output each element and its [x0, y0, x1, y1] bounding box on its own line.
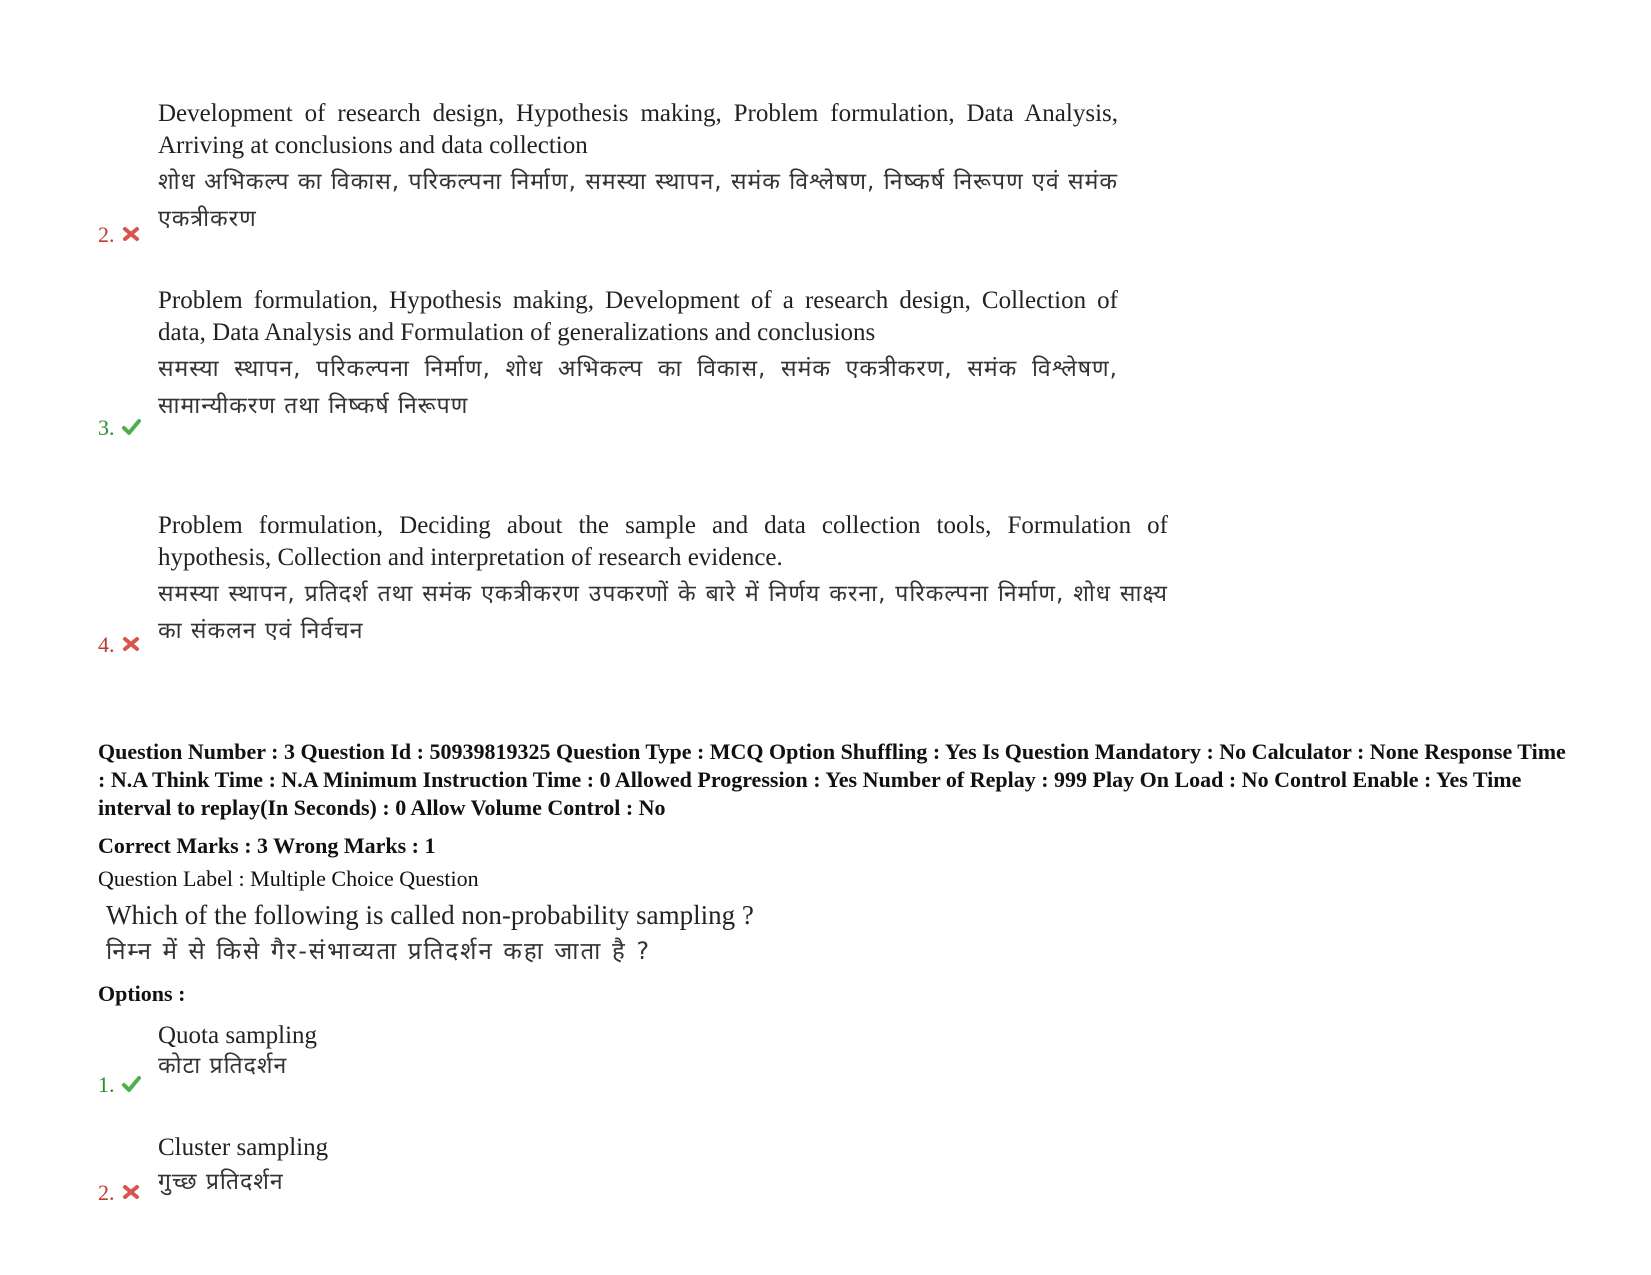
cross-icon [121, 224, 141, 244]
option-1 [98, 1020, 598, 1100]
question-text [106, 898, 754, 970]
option-english: Problem formulation, Hypothesis making, Development of a research design, Collection of data, Data Analysis and Formulation of generalizations and conclusions [158, 287, 1118, 346]
option-hindi: शोध अभिकल्प का विकास, परिकल्पना निर्माण, समस्या स्थापन, समंक विश्लेषण, निष्कर्ष निरूपण एवं समंक एकत्रीकरण [158, 169, 1118, 232]
option-hindi: गुच्छ प्रतिदर्शन [158, 1169, 284, 1195]
prev-option-4 [98, 510, 1178, 660]
option-text [158, 1132, 588, 1201]
check-icon [121, 417, 141, 437]
option-hindi: समस्या स्थापन, प्रतिदर्श तथा समंक एकत्रीकरण उपकरणों के बारे में निर्णय करना, परिकल्पना निर्माण, शोध साक्ष्य का संकलन एवं निर्वचन [158, 581, 1168, 644]
marks-info: Correct Marks : 3 Wrong Marks : 1 [98, 833, 436, 858]
option-number: 2. [98, 222, 115, 247]
option-2 [98, 1132, 598, 1212]
question-english: Which of the following is called non-probability sampling ? [106, 900, 754, 930]
check-icon [121, 1074, 141, 1094]
question-metadata: Question Number : 3 Question Id : 50939819325 Question Type : MCQ Option Shuffling : Yes Is Question Mandatory : No Calculator : None Response Time : N.A Think Time : N.A Minimum Instruction Time : 0 Allowed Progression : Yes Number of Replay : 999 Play On Load : No Control Enable : Yes Time interval to replay(In Seconds) : 0 Allow Volume Control : No [98, 739, 1566, 820]
option-number: 3. [98, 415, 115, 440]
option-number: 2. [98, 1180, 115, 1205]
option-number: 1. [98, 1072, 115, 1097]
option-english: Cluster sampling [158, 1134, 329, 1161]
option-marker [98, 1180, 141, 1206]
option-marker [98, 415, 141, 441]
prev-option-2 [98, 98, 1118, 248]
option-english: Development of research design, Hypothesis making, Problem formulation, Data Analysis, Arriving at conclusions and data collection [158, 100, 1118, 159]
option-english: Quota sampling [158, 1022, 318, 1049]
option-marker [98, 222, 141, 248]
option-english: Problem formulation, Deciding about the sample and data collection tools, Formulation of hypothesis, Collection and interpretation of research evidence. [158, 512, 1168, 571]
question-hindi: निम्न में से किसे गैर-संभाव्यता प्रतिदर्शन कहा जाता है ? [106, 937, 652, 965]
cross-icon [121, 1182, 141, 1202]
option-text [158, 1020, 588, 1080]
option-marker [98, 632, 141, 658]
option-text [158, 285, 1118, 425]
question-label: Question Label : Multiple Choice Question [98, 866, 479, 891]
prev-option-3 [98, 285, 1118, 465]
option-marker [98, 1072, 141, 1098]
cross-icon [121, 634, 141, 654]
options-heading: Options : [98, 981, 186, 1006]
option-text [158, 98, 1118, 238]
option-hindi: कोटा प्रतिदर्शन [158, 1053, 288, 1079]
option-hindi: समस्या स्थापन, परिकल्पना निर्माण, शोध अभिकल्प का विकास, समंक एकत्रीकरण, समंक विश्लेषण, सामान्यीकरण तथा निष्कर्ष निरूपण [158, 356, 1118, 419]
option-text [158, 510, 1168, 650]
option-number: 4. [98, 632, 115, 657]
